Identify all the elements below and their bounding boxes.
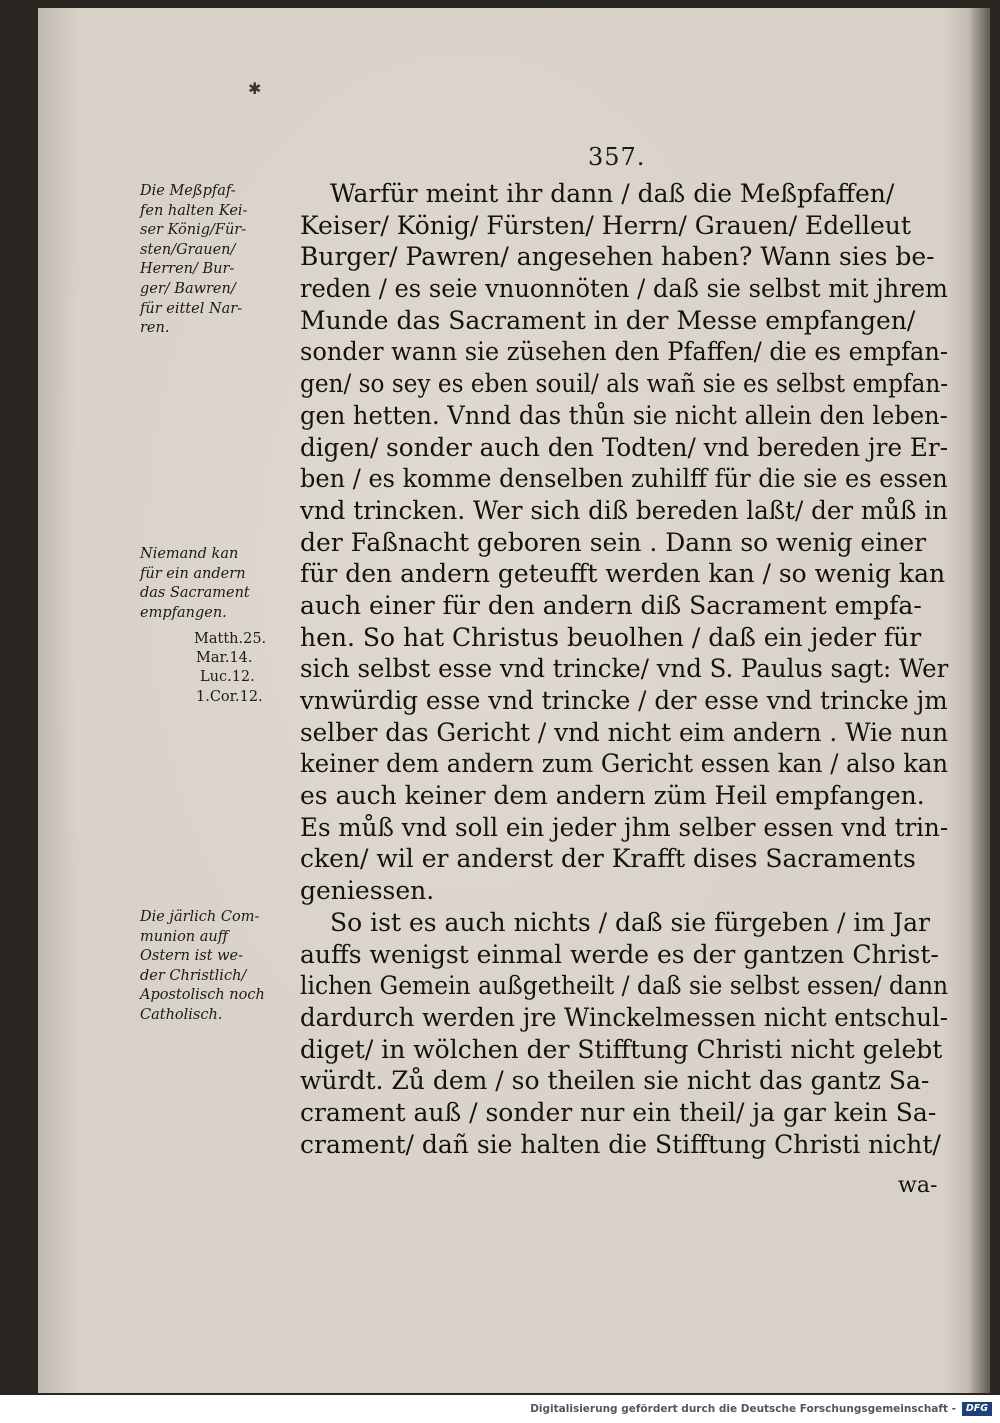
catchword: wa-: [898, 1173, 938, 1198]
margin-note-line: ren.: [140, 320, 170, 337]
body-line: für den andern geteufft werden kan / so wenig kan: [300, 559, 946, 589]
body-line: Burger/ Pawren/ angesehen haben? Wann sies be-: [300, 242, 935, 272]
margin-note-line: für eittel Nar-: [140, 300, 243, 317]
margin-note-line: fen halten Kei-: [140, 202, 248, 219]
body-line: keiner dem andern zum Gericht essen kan / also kan: [300, 749, 949, 779]
body-line: sonder wann sie züsehen den Pfaffen/ die es empfan-: [300, 337, 949, 367]
margin-note-line: munion auff: [140, 928, 228, 945]
body-line: gen hetten. Vnnd das thůn sie nicht allein den leben-: [300, 400, 948, 430]
body-line: der Faßnacht geboren sein . Dann so wenig einer: [300, 527, 927, 557]
margin-note-line: ger/ Bawren/: [140, 280, 236, 297]
body-line: es auch keiner dem andern züm Heil empfangen.: [300, 781, 925, 811]
page-number: 357.: [588, 143, 646, 171]
bible-reference: Luc.12.: [200, 669, 255, 686]
body-line: Keiser/ König/ Fürsten/ Herrn/ Grauen/ Edelleut: [300, 210, 911, 240]
body-line: diget/ in wölchen der Stifftung Christi nicht gelebt: [300, 1034, 943, 1064]
body-line: hen. So hat Christus beuolhen / daß ein jeder für: [300, 622, 922, 652]
body-line: auch einer für den andern diß Sacrament empfa-: [300, 590, 922, 620]
margin-note-line: ser König/Für-: [140, 222, 247, 239]
margin-note-messpfaffen: [140, 182, 290, 339]
margin-note-line: Catholisch.: [140, 1006, 223, 1023]
bible-reference: 1.Cor.12.: [196, 688, 263, 705]
margin-note-line: das Sacrament: [140, 585, 250, 602]
margin-note-niemand: [140, 545, 290, 623]
body-line: lichen Gemein außgetheilt / daß sie selbst essen/ dann: [300, 971, 949, 1001]
body-line: reden / es seie vnuonnöten / daß sie selbst mit jhrem: [300, 274, 948, 304]
margin-note-line: Apostolisch noch: [140, 987, 265, 1004]
margin-note-line: empfangen.: [140, 604, 227, 621]
margin-note-communion: [140, 908, 290, 1026]
bible-reference: Mar.14.: [196, 650, 253, 667]
dfg-logo-icon: DFG: [962, 1402, 992, 1416]
margin-bible-references: [194, 630, 266, 707]
body-line: crament auß / sonder nur ein theil/ ja gar kein Sa-: [300, 1097, 937, 1127]
body-line: Warfür meint ihr dann / daß die Meßpfaffen/: [330, 179, 895, 208]
body-line: dardurch werden jre Winckelmessen nicht entschul-: [300, 1002, 949, 1032]
body-line: sich selbst esse vnd trincke/ vnd S. Paulus sagt: Wer: [300, 654, 949, 684]
body-line: crament/ dañ sie halten die Stifftung Christi nicht/: [300, 1129, 941, 1159]
margin-note-line: Herren/ Bur-: [140, 261, 235, 278]
page-ornament: ✱: [248, 79, 262, 98]
body-line: würdt. Zů dem / so theilen sie nicht das gantz Sa-: [300, 1066, 930, 1096]
body-line: cken/ wil er anderst der Krafft dises Sacraments: [300, 844, 916, 874]
margin-note-line: sten/Grauen/: [140, 241, 236, 258]
footer-bar: [0, 1395, 1000, 1423]
body-line: digen/ sonder auch den Todten/ vnd bereden jre Er-: [300, 432, 949, 462]
page-gutter-shadow: [968, 8, 990, 1393]
body-line: selber das Gericht / vnd nicht eim andern . Wie nun: [300, 717, 949, 747]
body-line: gen/ so sey es eben souil/ als wañ sie es selbst empfan-: [300, 369, 949, 399]
body-line: So ist es auch nichts / daß sie fürgeben / im Jar: [330, 907, 930, 937]
body-line: auffs wenigst einmal werde es der gantzen Christ-: [300, 939, 939, 969]
margin-note-line: der Christlich/: [140, 967, 247, 984]
body-line: Munde das Sacrament in der Messe empfangen/: [300, 305, 916, 335]
margin-note-line: Niemand kan: [140, 546, 239, 562]
body-line: vnwürdig esse vnd trincke / der esse vnd trincke jm: [300, 686, 948, 715]
funding-credit: Digitalisierung gefördert durch die Deutsche Forschungsgemeinschaft -: [530, 1403, 956, 1415]
body-line: ben / es komme denselben zuhilff für die sie es essen: [300, 464, 948, 494]
body-text: [300, 178, 950, 1160]
body-line: Es můß vnd soll ein jeder jhm selber essen vnd trin-: [300, 812, 949, 842]
margin-note-line: Ostern ist we-: [140, 948, 244, 965]
margin-note-line: für ein andern: [140, 565, 246, 582]
margin-note-line: Die Meßpfaf-: [140, 183, 236, 199]
bible-reference: Matth.25.: [194, 631, 267, 647]
margin-note-line: Die järlich Com-: [140, 909, 260, 925]
body-line: geniessen.: [300, 876, 435, 906]
body-line: vnd trincken. Wer sich diß bereden laßt/ der můß in: [300, 495, 948, 525]
